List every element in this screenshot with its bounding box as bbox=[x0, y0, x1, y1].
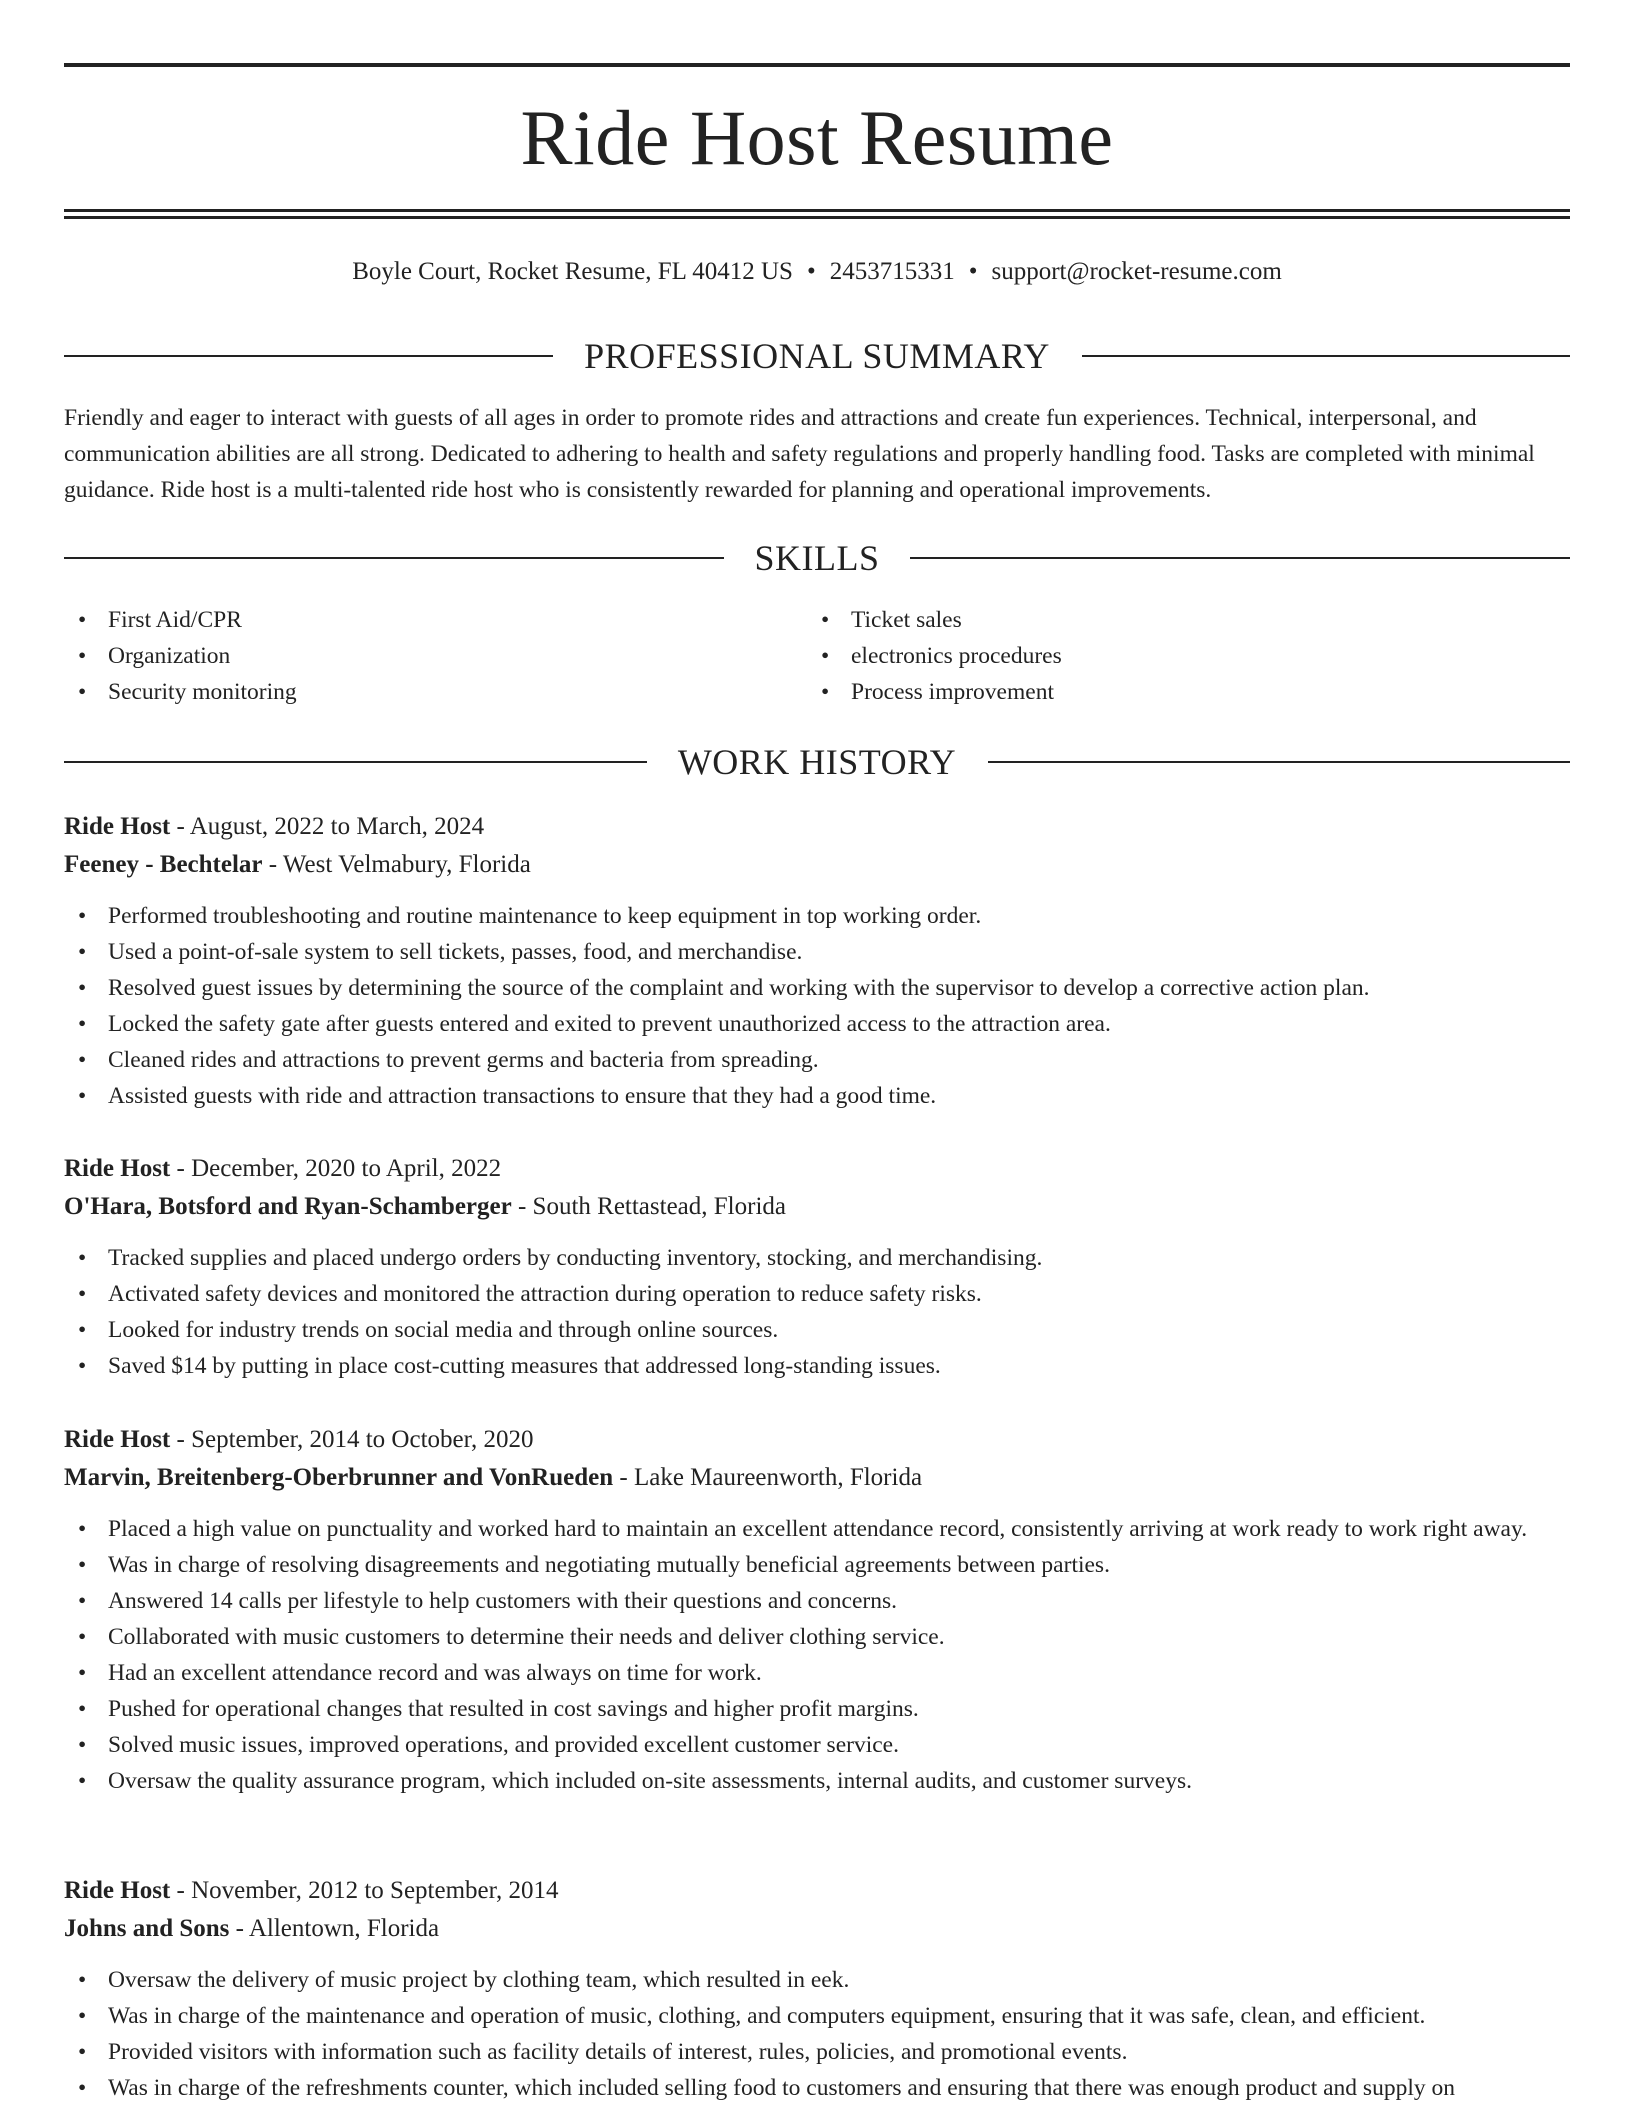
job-bullet: • Cleaned rides and attractions to prevent germs and bacteria from spreading. bbox=[64, 1042, 1570, 1078]
job-dates: - December, 2020 to April, 2022 bbox=[176, 1155, 502, 1182]
job-company: Marvin, Breitenberg-Oberbrunner and VonRueden bbox=[64, 1464, 614, 1491]
job-location: - West Velmabury, Florida bbox=[268, 851, 531, 878]
skills-heading-label: SKILLS bbox=[754, 538, 880, 578]
work-history-heading bbox=[64, 740, 1570, 784]
job-company-line bbox=[64, 846, 1570, 884]
job-role-line bbox=[64, 1421, 1570, 1459]
job-bullet: • Had an excellent attendance record and was always on time for work. bbox=[64, 1655, 1570, 1691]
skills-heading bbox=[64, 536, 1570, 580]
job-bullet: • Used a point-of-sale system to sell tickets, passes, food, and merchandise. bbox=[64, 934, 1570, 970]
job-entry bbox=[64, 808, 1570, 1114]
contact-address: Boyle Court, Rocket Resume, FL 40412 US bbox=[352, 258, 793, 285]
job-dates: - November, 2012 to September, 2014 bbox=[176, 1877, 559, 1904]
skill-item: • Process improvement bbox=[807, 674, 1507, 710]
contact-separator: • bbox=[968, 258, 978, 285]
job-title: Ride Host bbox=[64, 1877, 171, 1904]
job-company: O'Hara, Botsford and Ryan-Schamberger bbox=[64, 1193, 512, 1220]
heading-rule-right bbox=[1082, 355, 1570, 357]
skill-item: • electronics procedures bbox=[807, 638, 1507, 674]
job-dates: - August, 2022 to March, 2024 bbox=[176, 813, 485, 840]
job-bullets bbox=[64, 1511, 1570, 1799]
contact-separator: • bbox=[806, 258, 816, 285]
job-bullet: • Was in charge of resolving disagreements and negotiating mutually beneficial agreements between parties. bbox=[64, 1547, 1570, 1583]
job-bullet: • Answered 14 calls per lifestyle to help customers with their questions and concerns. bbox=[64, 1583, 1570, 1619]
summary-text: Friendly and eager to interact with guests of all ages in order to promote rides and attractions and create fun experiences. Technical, interpersonal, and communication abilities are all strong. Dedicated to adhering to health and safety regulations and properly handling food. Tasks are completed with minimal guidance. Ride host is a multi-talented ride host who is consistently rewarded for planning and operational improvements. bbox=[64, 405, 1535, 503]
job-location: - South Rettastead, Florida bbox=[517, 1193, 786, 1220]
job-bullet: • Tracked supplies and placed undergo orders by conducting inventory, stocking, and merchandising. bbox=[64, 1240, 1570, 1276]
contact-email: support@rocket-resume.com bbox=[991, 258, 1282, 285]
contact-line bbox=[64, 254, 1570, 290]
skill-item: • First Aid/CPR bbox=[64, 602, 764, 638]
job-dates: - September, 2014 to October, 2020 bbox=[176, 1426, 534, 1453]
skill-item: • Security monitoring bbox=[64, 674, 764, 710]
job-role-line bbox=[64, 1150, 1570, 1188]
job-bullets bbox=[64, 898, 1570, 1114]
job-company-line bbox=[64, 1459, 1570, 1497]
job-bullet: • Oversaw the quality assurance program, which included on-site assessments, internal audits, and customer surveys. bbox=[64, 1763, 1570, 1799]
top-rule bbox=[64, 63, 1570, 67]
summary-heading bbox=[64, 334, 1570, 378]
skill-item: • Ticket sales bbox=[807, 602, 1507, 638]
resume-title: Ride Host Resume bbox=[520, 94, 1114, 181]
job-bullet: • Was in charge of the refreshments counter, which included selling food to customers and ensuring that there was enough product and supply on bbox=[64, 2070, 1570, 2106]
work-history-heading-label: WORK HISTORY bbox=[677, 742, 957, 782]
job-bullet: • Resolved guest issues by determining the source of the complaint and working with the supervisor to develop a corrective action plan. bbox=[64, 970, 1570, 1006]
job-bullets bbox=[64, 1962, 1570, 2106]
job-company-line bbox=[64, 1910, 1570, 1948]
contact-phone: 2453715331 bbox=[829, 258, 955, 285]
job-bullets bbox=[64, 1240, 1570, 1384]
job-entry bbox=[64, 1421, 1570, 1799]
job-bullet: • Performed troubleshooting and routine maintenance to keep equipment in top working order. bbox=[64, 898, 1570, 934]
title-double-rule bbox=[64, 209, 1570, 219]
job-bullet: • Collaborated with music customers to determine their needs and deliver clothing service. bbox=[64, 1619, 1570, 1655]
job-bullet: • Assisted guests with ride and attraction transactions to ensure that they had a good time. bbox=[64, 1078, 1570, 1114]
job-company-line bbox=[64, 1188, 1570, 1226]
job-entry bbox=[64, 1872, 1570, 2106]
job-title: Ride Host bbox=[64, 813, 171, 840]
job-role-line bbox=[64, 808, 1570, 846]
job-entry bbox=[64, 1150, 1570, 1384]
job-bullet: • Solved music issues, improved operations, and provided excellent customer service. bbox=[64, 1727, 1570, 1763]
job-bullet: • Pushed for operational changes that resulted in cost savings and higher profit margins. bbox=[64, 1691, 1570, 1727]
job-bullet: • Saved $14 by putting in place cost-cutting measures that addressed long-standing issues. bbox=[64, 1348, 1570, 1384]
job-location: - Lake Maureenworth, Florida bbox=[619, 1464, 923, 1491]
skills-list-right bbox=[807, 602, 1507, 710]
heading-rule-right bbox=[910, 557, 1570, 559]
job-title: Ride Host bbox=[64, 1155, 171, 1182]
job-company: Johns and Sons bbox=[64, 1915, 230, 1942]
job-bullet: • Locked the safety gate after guests entered and exited to prevent unauthorized access to the attraction area. bbox=[64, 1006, 1570, 1042]
job-bullet: • Activated safety devices and monitored the attraction during operation to reduce safety risks. bbox=[64, 1276, 1570, 1312]
summary-heading-label: PROFESSIONAL SUMMARY bbox=[584, 336, 1050, 376]
skills-list-left bbox=[64, 602, 764, 710]
job-role-line bbox=[64, 1872, 1570, 1910]
job-bullet: • Looked for industry trends on social media and through online sources. bbox=[64, 1312, 1570, 1348]
skill-item: • Organization bbox=[64, 638, 764, 674]
job-bullet: • Was in charge of the maintenance and operation of music, clothing, and computers equipment, ensuring that it was safe, clean, and efficient. bbox=[64, 1998, 1570, 2034]
heading-rule-right bbox=[988, 761, 1570, 763]
job-bullet: • Provided visitors with information such as facility details of interest, rules, policies, and promotional events. bbox=[64, 2034, 1570, 2070]
job-bullet: • Oversaw the delivery of music project by clothing team, which resulted in eek. bbox=[64, 1962, 1570, 1998]
job-bullet: • Placed a high value on punctuality and worked hard to maintain an excellent attendance record, consistently arriving at work ready to work right away. bbox=[64, 1511, 1570, 1547]
job-company: Feeney - Bechtelar bbox=[64, 851, 263, 878]
job-location: - Allentown, Florida bbox=[235, 1915, 440, 1942]
job-title: Ride Host bbox=[64, 1426, 171, 1453]
